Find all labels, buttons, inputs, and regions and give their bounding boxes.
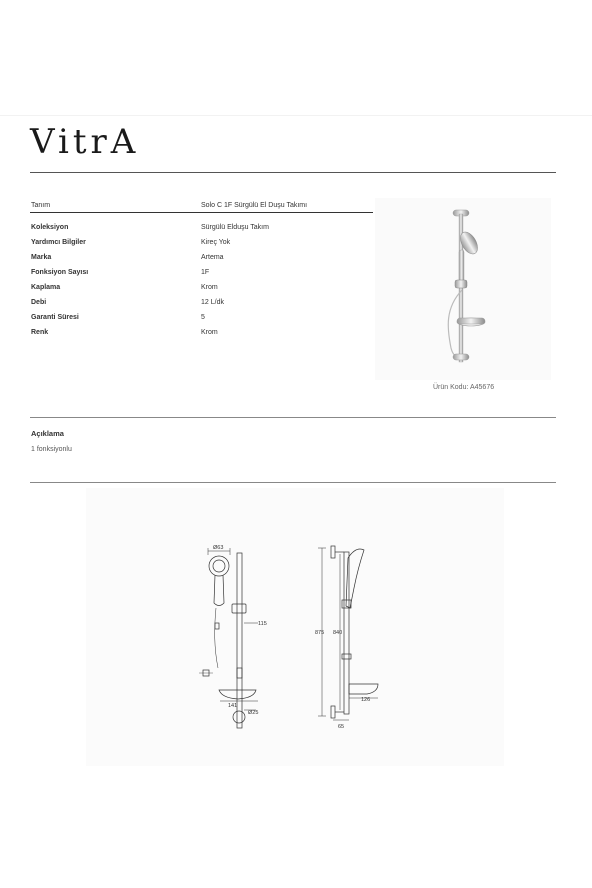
spec-value: 5 [201, 314, 205, 321]
description-text: 1 fonksiyonlu [31, 446, 72, 453]
spec-value: Krom [201, 284, 218, 291]
shower-set-illustration [375, 198, 551, 380]
front-handle [214, 575, 224, 606]
technical-drawing [86, 488, 504, 766]
dim-65: 65 [338, 724, 345, 730]
side-soap-dish [349, 684, 378, 694]
dim-875: 875 [315, 630, 325, 636]
description-bottom-divider [30, 482, 556, 483]
spec-value: Artema [201, 254, 224, 261]
front-slider [232, 604, 246, 613]
description-title: Açıklama [31, 429, 64, 438]
spec-value: Sürgülü Elduşu Takım [201, 224, 269, 231]
logo-divider [30, 172, 556, 173]
side-bottom-plate [331, 706, 335, 718]
dim-d25: Ø25 [248, 710, 259, 716]
dim-126: 126 [361, 697, 371, 703]
spec-label: Yardımcı Bilgiler [31, 239, 86, 246]
spec-value: Krom [201, 329, 218, 336]
vitra-logo: VitrA [30, 122, 140, 162]
front-fitting [215, 623, 219, 629]
spec-label: Marka [31, 254, 52, 261]
front-head-inner [213, 560, 225, 572]
spec-label: Fonksiyon Sayısı [31, 269, 89, 276]
side-rail [344, 552, 349, 714]
top-divider [0, 115, 592, 116]
spec-value: 1F [201, 269, 210, 276]
dim-840: 840 [333, 630, 343, 636]
spec-header-divider [30, 212, 373, 213]
spec-value: Kireç Yok [201, 239, 231, 246]
front-bottom-bracket [233, 711, 245, 723]
product-image [375, 198, 551, 380]
top-blank-area [0, 0, 592, 116]
front-rail [237, 553, 242, 728]
front-head-outer [209, 556, 229, 576]
spec-header-label: Tanım [31, 202, 51, 209]
dim-115: 115 [258, 621, 267, 627]
spec-header-value: Solo C 1F Sürgülü El Duşu Takımı [201, 202, 308, 209]
side-top-plate [331, 546, 335, 558]
spec-value: 12 L/dk [201, 299, 224, 306]
dim-d63: Ø63 [213, 545, 224, 551]
dim-141: 141 [228, 703, 238, 709]
spec-label: Koleksiyon [31, 224, 69, 231]
description-top-divider [30, 417, 556, 418]
spec-label: Garanti Süresi [31, 314, 79, 321]
front-soap-dish [219, 690, 256, 699]
dimension-drawing [86, 488, 504, 766]
product-code: Ürün Kodu: A45676 [433, 384, 495, 391]
spec-label: Renk [31, 329, 49, 336]
spec-label: Kaplama [31, 284, 61, 291]
spec-label: Debi [31, 299, 47, 306]
